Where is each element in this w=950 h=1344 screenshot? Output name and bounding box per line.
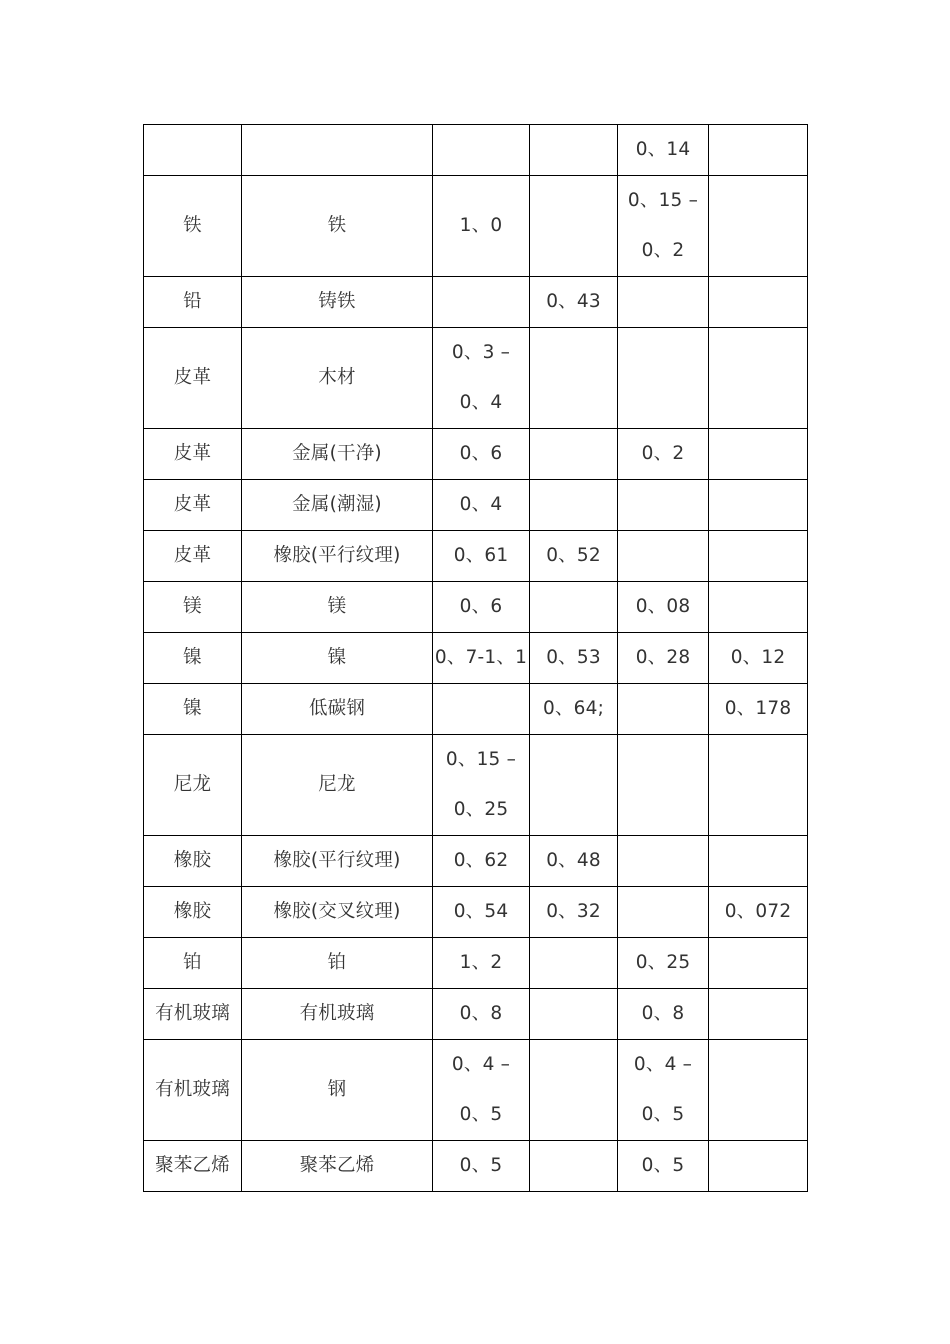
kinetic-dry-cell xyxy=(618,887,709,938)
static-dry-cell xyxy=(433,277,530,328)
cell-text: 0、43 xyxy=(546,291,601,312)
material-b-cell xyxy=(242,531,433,582)
cell-text: 0、5 xyxy=(641,1104,685,1125)
material-a-cell xyxy=(144,633,242,684)
cell-text: 铸铁 xyxy=(318,291,356,312)
table-row xyxy=(144,1141,808,1192)
kinetic-dry-cell xyxy=(618,836,709,887)
static-dry-cell xyxy=(433,989,530,1040)
cell-text xyxy=(618,531,708,581)
kinetic-lubricated-cell xyxy=(709,684,808,735)
cell-text: 皮革 xyxy=(173,367,212,388)
cell-text xyxy=(709,582,807,632)
cell-text xyxy=(242,125,432,175)
cell-text: 橡胶 xyxy=(173,901,212,922)
material-b-cell xyxy=(242,125,433,176)
cell-text: 0、072 xyxy=(724,901,792,922)
static-lubricated-cell xyxy=(530,836,618,887)
static-lubricated-cell xyxy=(530,277,618,328)
cell-text: 尼龙 xyxy=(173,774,212,795)
cell-text xyxy=(530,480,617,530)
material-b-cell xyxy=(242,887,433,938)
cell-text: 0、6 xyxy=(459,596,503,617)
material-a-cell xyxy=(144,1141,242,1192)
cell-text xyxy=(530,582,617,632)
material-b-cell xyxy=(242,938,433,989)
cell-text xyxy=(618,480,708,530)
cell-text xyxy=(709,531,807,581)
kinetic-lubricated-cell xyxy=(709,735,808,836)
kinetic-lubricated-cell xyxy=(709,633,808,684)
kinetic-lubricated-cell xyxy=(709,989,808,1040)
cell-text xyxy=(530,760,617,810)
cell-text: 0、15 – xyxy=(627,190,699,211)
cell-text: 尼龙 xyxy=(318,774,356,795)
cell-text xyxy=(433,125,529,175)
cell-text: 0、54 xyxy=(453,901,509,922)
static-dry-cell xyxy=(433,836,530,887)
cell-text xyxy=(709,938,807,988)
cell-text: 0、25 xyxy=(635,952,691,973)
cell-text xyxy=(709,480,807,530)
static-lubricated-cell xyxy=(530,125,618,176)
static-lubricated-cell xyxy=(530,735,618,836)
kinetic-lubricated-cell xyxy=(709,429,808,480)
kinetic-lubricated-cell xyxy=(709,125,808,176)
cell-text xyxy=(709,1141,807,1191)
cell-text: 0、3 – xyxy=(451,342,511,363)
cell-text xyxy=(530,353,617,403)
cell-text: 0、2 xyxy=(641,240,685,261)
table-row xyxy=(144,277,808,328)
cell-text xyxy=(709,760,807,810)
static-dry-cell xyxy=(433,125,530,176)
cell-text xyxy=(709,201,807,251)
material-a-cell xyxy=(144,938,242,989)
cell-text: 木材 xyxy=(318,367,356,388)
cell-text xyxy=(530,201,617,251)
kinetic-dry-cell xyxy=(618,989,709,1040)
cell-text: 金属(潮湿) xyxy=(292,494,382,515)
material-b-cell xyxy=(242,1040,433,1141)
table-row xyxy=(144,480,808,531)
material-a-cell xyxy=(144,582,242,633)
static-dry-cell xyxy=(433,684,530,735)
kinetic-lubricated-cell xyxy=(709,582,808,633)
material-a-cell xyxy=(144,1040,242,1141)
static-dry-cell xyxy=(433,429,530,480)
material-b-cell xyxy=(242,176,433,277)
cell-text xyxy=(530,1141,617,1191)
cell-text: 0、52 xyxy=(546,545,601,566)
material-a-cell xyxy=(144,328,242,429)
kinetic-dry-cell xyxy=(618,176,709,277)
cell-text: 橡胶(交叉纹理) xyxy=(273,901,401,922)
static-dry-cell xyxy=(433,887,530,938)
static-lubricated-cell xyxy=(530,429,618,480)
kinetic-dry-cell xyxy=(618,429,709,480)
static-dry-cell xyxy=(433,1040,530,1141)
cell-text xyxy=(618,887,708,937)
cell-text: 有机玻璃 xyxy=(155,1079,230,1100)
cell-text: 0、4 – xyxy=(633,1054,693,1075)
cell-text: 0、8 xyxy=(459,1003,503,1024)
material-a-cell xyxy=(144,887,242,938)
cell-text: 0、14 xyxy=(635,139,691,160)
material-a-cell xyxy=(144,989,242,1040)
cell-text xyxy=(709,989,807,1039)
cell-text xyxy=(144,125,241,175)
kinetic-lubricated-cell xyxy=(709,1141,808,1192)
table-body xyxy=(144,125,808,1192)
cell-text xyxy=(530,989,617,1039)
static-lubricated-cell xyxy=(530,176,618,277)
material-a-cell xyxy=(144,531,242,582)
material-b-cell xyxy=(242,480,433,531)
material-a-cell xyxy=(144,735,242,836)
material-a-cell xyxy=(144,480,242,531)
cell-text xyxy=(433,684,529,734)
kinetic-dry-cell xyxy=(618,480,709,531)
cell-text: 0、7-1、1 xyxy=(434,647,528,668)
cell-text: 有机玻璃 xyxy=(299,1003,375,1024)
table-row xyxy=(144,582,808,633)
cell-text xyxy=(709,429,807,479)
kinetic-dry-cell xyxy=(618,277,709,328)
table-row xyxy=(144,176,808,277)
friction-coefficient-table xyxy=(143,124,808,1192)
cell-text: 镍 xyxy=(183,647,202,668)
cell-text: 1、2 xyxy=(459,952,503,973)
kinetic-lubricated-cell xyxy=(709,480,808,531)
material-b-cell xyxy=(242,429,433,480)
static-dry-cell xyxy=(433,938,530,989)
material-b-cell xyxy=(242,684,433,735)
cell-text: 0、15 – xyxy=(445,749,517,770)
kinetic-lubricated-cell xyxy=(709,938,808,989)
kinetic-lubricated-cell xyxy=(709,531,808,582)
cell-text xyxy=(530,429,617,479)
cell-text: 铁 xyxy=(327,215,347,236)
cell-text xyxy=(433,277,529,327)
cell-text xyxy=(709,277,807,327)
cell-text: 铅 xyxy=(183,291,202,312)
kinetic-dry-cell xyxy=(618,328,709,429)
cell-text xyxy=(618,353,708,403)
static-dry-cell xyxy=(433,531,530,582)
table-row xyxy=(144,735,808,836)
cell-text: 0、4 xyxy=(459,494,503,515)
kinetic-lubricated-cell xyxy=(709,328,808,429)
table-row xyxy=(144,989,808,1040)
kinetic-dry-cell xyxy=(618,125,709,176)
kinetic-lubricated-cell xyxy=(709,277,808,328)
material-a-cell xyxy=(144,836,242,887)
cell-text: 0、8 xyxy=(641,1003,685,1024)
table-row xyxy=(144,328,808,429)
material-b-cell xyxy=(242,582,433,633)
static-lubricated-cell xyxy=(530,480,618,531)
material-b-cell xyxy=(242,328,433,429)
cell-text: 0、64; xyxy=(542,698,605,719)
kinetic-dry-cell xyxy=(618,633,709,684)
static-dry-cell xyxy=(433,480,530,531)
cell-text: 镁 xyxy=(183,596,202,617)
kinetic-dry-cell xyxy=(618,582,709,633)
kinetic-dry-cell xyxy=(618,1141,709,1192)
material-a-cell xyxy=(144,429,242,480)
cell-text: 镍 xyxy=(327,647,347,668)
cell-text: 镁 xyxy=(327,596,347,617)
cell-text: 0、6 xyxy=(459,443,503,464)
table-row xyxy=(144,938,808,989)
cell-text: 铂 xyxy=(183,952,202,973)
static-lubricated-cell xyxy=(530,328,618,429)
cell-text: 0、32 xyxy=(546,901,601,922)
cell-text: 0、5 xyxy=(459,1155,503,1176)
cell-text: 0、53 xyxy=(546,647,601,668)
material-b-cell xyxy=(242,836,433,887)
static-lubricated-cell xyxy=(530,633,618,684)
material-a-cell xyxy=(144,125,242,176)
static-lubricated-cell xyxy=(530,531,618,582)
cell-text: 钢 xyxy=(327,1079,347,1100)
kinetic-lubricated-cell xyxy=(709,836,808,887)
static-dry-cell xyxy=(433,176,530,277)
static-lubricated-cell xyxy=(530,938,618,989)
cell-text: 镍 xyxy=(183,698,202,719)
static-dry-cell xyxy=(433,633,530,684)
material-a-cell xyxy=(144,277,242,328)
table-row xyxy=(144,684,808,735)
cell-text: 聚苯乙烯 xyxy=(299,1155,375,1176)
cell-text: 金属(干净) xyxy=(292,443,382,464)
cell-text: 0、08 xyxy=(635,596,691,617)
cell-text xyxy=(709,1065,807,1115)
kinetic-lubricated-cell xyxy=(709,887,808,938)
kinetic-dry-cell xyxy=(618,735,709,836)
cell-text: 0、5 xyxy=(459,1104,503,1125)
kinetic-dry-cell xyxy=(618,938,709,989)
cell-text xyxy=(530,1065,617,1115)
cell-text: 0、28 xyxy=(635,647,691,668)
table-row xyxy=(144,1040,808,1141)
material-b-cell xyxy=(242,277,433,328)
kinetic-lubricated-cell xyxy=(709,1040,808,1141)
table-row xyxy=(144,633,808,684)
material-a-cell xyxy=(144,684,242,735)
cell-text: 0、4 xyxy=(459,392,503,413)
cell-text: 0、61 xyxy=(453,545,509,566)
static-dry-cell xyxy=(433,328,530,429)
kinetic-dry-cell xyxy=(618,531,709,582)
cell-text: 0、2 xyxy=(641,443,685,464)
cell-text xyxy=(709,125,807,175)
cell-text: 铂 xyxy=(327,952,347,973)
material-b-cell xyxy=(242,633,433,684)
cell-text: 0、25 xyxy=(453,799,509,820)
cell-text: 橡胶(平行纹理) xyxy=(273,850,401,871)
static-dry-cell xyxy=(433,582,530,633)
kinetic-dry-cell xyxy=(618,1040,709,1141)
cell-text: 0、48 xyxy=(546,850,601,871)
cell-text xyxy=(618,760,708,810)
static-dry-cell xyxy=(433,735,530,836)
cell-text: 皮革 xyxy=(173,545,212,566)
material-b-cell xyxy=(242,989,433,1040)
cell-text xyxy=(709,353,807,403)
table-row xyxy=(144,531,808,582)
cell-text: 有机玻璃 xyxy=(155,1003,230,1024)
cell-text: 0、178 xyxy=(724,698,792,719)
material-a-cell xyxy=(144,176,242,277)
cell-text: 橡胶(平行纹理) xyxy=(273,545,401,566)
kinetic-dry-cell xyxy=(618,684,709,735)
table-row xyxy=(144,887,808,938)
cell-text: 0、62 xyxy=(453,850,509,871)
cell-text: 聚苯乙烯 xyxy=(155,1155,230,1176)
table-row xyxy=(144,125,808,176)
static-lubricated-cell xyxy=(530,684,618,735)
kinetic-lubricated-cell xyxy=(709,176,808,277)
table-row xyxy=(144,836,808,887)
material-b-cell xyxy=(242,735,433,836)
cell-text: 皮革 xyxy=(173,494,212,515)
cell-text: 铁 xyxy=(183,215,202,236)
cell-text: 低碳钢 xyxy=(308,698,366,719)
cell-text xyxy=(618,684,708,734)
cell-text xyxy=(709,836,807,886)
static-lubricated-cell xyxy=(530,1141,618,1192)
static-lubricated-cell xyxy=(530,989,618,1040)
cell-text xyxy=(530,938,617,988)
cell-text xyxy=(530,125,617,175)
material-b-cell xyxy=(242,1141,433,1192)
cell-text: 0、12 xyxy=(730,647,786,668)
cell-text: 皮革 xyxy=(173,443,212,464)
static-dry-cell xyxy=(433,1141,530,1192)
table-row xyxy=(144,429,808,480)
cell-text xyxy=(618,277,708,327)
cell-text: 橡胶 xyxy=(173,850,212,871)
cell-text: 1、0 xyxy=(459,215,503,236)
cell-text xyxy=(618,836,708,886)
static-lubricated-cell xyxy=(530,1040,618,1141)
static-lubricated-cell xyxy=(530,582,618,633)
static-lubricated-cell xyxy=(530,887,618,938)
cell-text: 0、4 – xyxy=(451,1054,511,1075)
cell-text: 0、5 xyxy=(641,1155,685,1176)
